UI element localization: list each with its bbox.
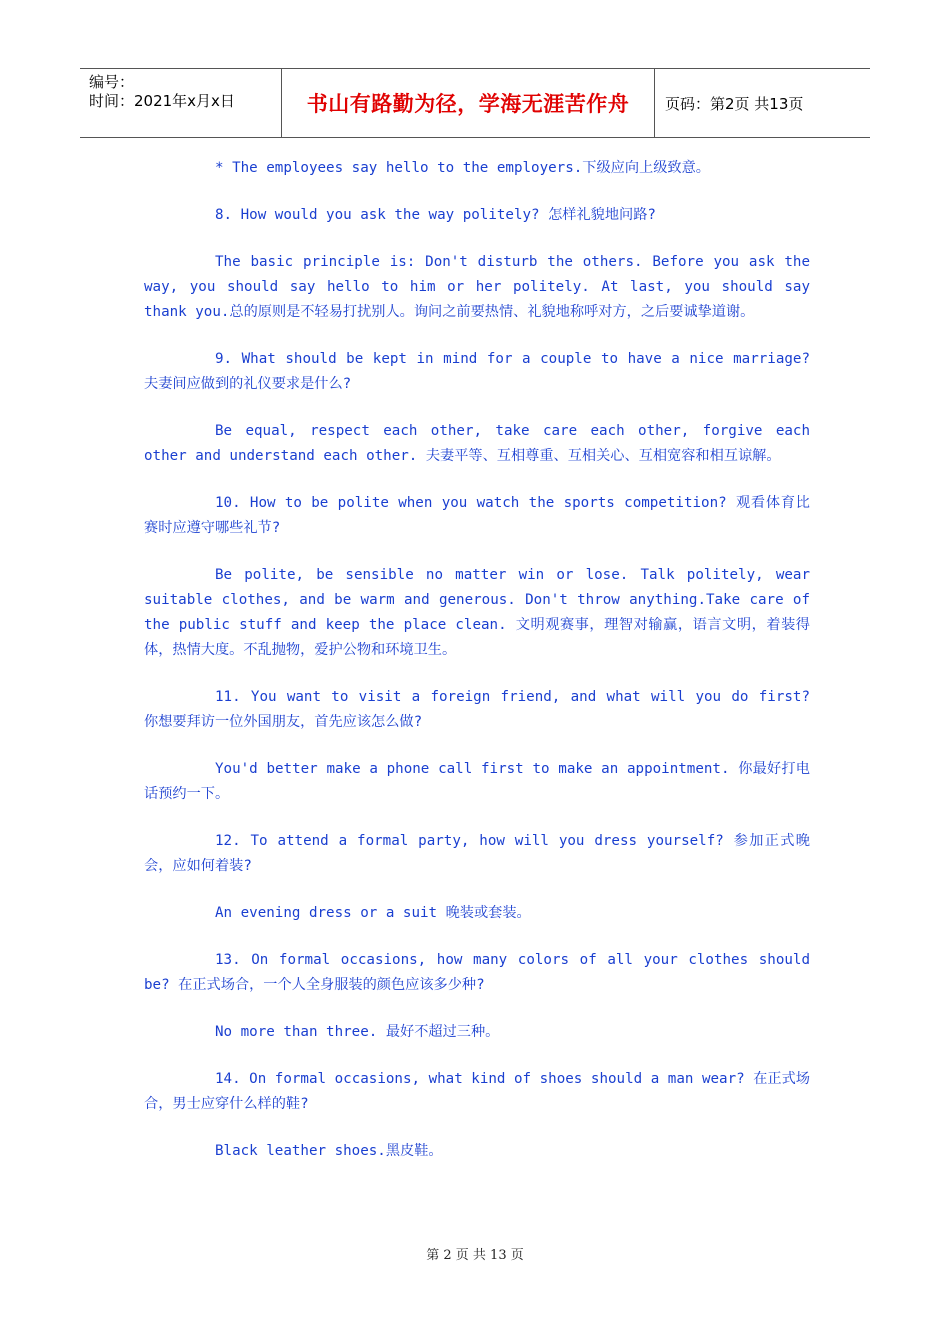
question-8: 8. How would you ask the way politely? 怎样礼貌地问路?	[215, 207, 656, 223]
document-body	[144, 156, 810, 1186]
header-page-info: 页码：第2页 共13页	[665, 94, 804, 113]
answer-14: Black leather shoes.黑皮鞋。	[215, 1143, 443, 1159]
answer-9: Be equal, respect each other, take care each other, forgive each other and understand each other. 夫妻平等、互相尊重、互相关心、互相宽容和相互谅解。	[144, 423, 810, 464]
answer-8: The basic principle is: Don't disturb the others. Before you ask the way, you should say hello to him or her politely. At last, you should say thank you.总的原则是不轻易打扰别人。询问之前要热情、礼貌地称呼对方，之后要诚挚道谢。	[144, 254, 810, 320]
question-13: 13. On formal occasions, how many colors of all your clothes should be? 在正式场合，一个人全身服装的颜色应该多少种?	[144, 952, 810, 993]
footer-page-number: 第 2 页 共 13 页	[426, 1248, 524, 1263]
header-motto-cell	[282, 69, 655, 137]
answer-10: Be polite, be sensible no matter win or lose. Talk politely, wear suitable clothes, and be warm and generous. Don't throw anything.Take care of the public stuff and keep the place clean. 文明观赛事，理智对输赢，语言文明，着装得体，热情大度。不乱抛物，爱护公物和环境卫生。	[144, 567, 810, 658]
header-page-cell	[655, 69, 870, 137]
document-time-label: 时间：2021年x月x日	[89, 92, 235, 110]
document-number-label: 编号：	[89, 73, 135, 91]
question-9: 9. What should be kept in mind for a couple to have a nice marriage? 夫妻间应做到的礼仪要求是什么?	[144, 351, 810, 392]
page-footer	[0, 1244, 950, 1263]
answer-12: An evening dress or a suit 晚装或套装。	[215, 905, 531, 921]
answer-11: You'd better make a phone call first to make an appointment. 你最好打电话预约一下。	[144, 761, 810, 802]
answer-13: No more than three. 最好不超过三种。	[215, 1024, 500, 1040]
question-14: 14. On formal occasions, what kind of shoes should a man wear? 在正式场合，男士应穿什么样的鞋?	[144, 1071, 810, 1112]
header-motto: 书山有路勤为径，学海无涯苦作舟	[306, 92, 630, 116]
question-11: 11. You want to visit a foreign friend, and what will you do first? 你想要拜访一位外国朋友，首先应该怎么做?	[144, 689, 810, 730]
paragraph: * The employees say hello to the employers.下级应向上级致意。	[215, 160, 710, 176]
document-header	[80, 68, 870, 138]
question-12: 12. To attend a formal party, how will you dress yourself? 参加正式晚会，应如何着装?	[144, 833, 810, 874]
header-meta	[80, 69, 282, 137]
question-10: 10. How to be polite when you watch the sports competition? 观看体育比赛时应遵守哪些礼节?	[144, 495, 810, 536]
